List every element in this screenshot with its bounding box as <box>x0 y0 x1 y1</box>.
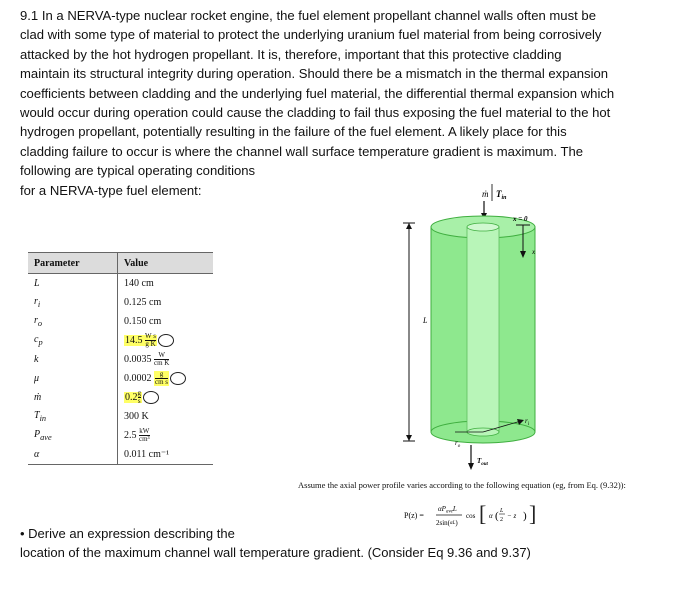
param-symbol: μ <box>34 373 40 384</box>
param-cell <box>28 426 118 445</box>
equation-left-bracket: [ <box>479 501 487 526</box>
unit-numerator: g <box>137 389 141 397</box>
problem-line: cladding failure to occur is where the channel wall surface temperature gradient is maximum. The <box>20 143 584 159</box>
param-cell <box>28 274 118 294</box>
value-number: 14.5 <box>125 334 143 346</box>
unit-numerator: g <box>155 371 168 379</box>
equation-right-paren: ) <box>523 510 527 522</box>
equation-denominator: 2sin(αL) <box>436 519 458 527</box>
table-row <box>28 388 213 407</box>
value-cell: 300 K <box>124 411 149 422</box>
unit-numerator: kW <box>139 427 150 435</box>
highlighted-value <box>124 389 142 405</box>
param-cell <box>28 407 118 426</box>
problem-statement <box>20 6 670 200</box>
value-cell <box>118 369 214 388</box>
length-arrowhead-top <box>406 223 412 229</box>
problem-line: maintain its structural integrity during operation. Should there be a mismatch in the thermal expansion <box>20 66 609 82</box>
tin-label: $T_{in}$ <box>496 189 507 201</box>
param-symbol: c <box>34 334 39 345</box>
table-row <box>28 407 213 426</box>
tout-label: $T_{out}$ <box>477 457 488 467</box>
value-number: 0.0035 <box>124 353 152 365</box>
unit-denominator: cm s <box>155 378 169 386</box>
task-line-1: • Derive an expression describing the <box>20 526 235 541</box>
equation-alpha: α <box>489 512 493 520</box>
param-symbol: L <box>34 278 40 289</box>
param-symbol: k <box>34 354 39 365</box>
param-symbol: T <box>34 410 40 421</box>
fuel-channel-diagram <box>395 183 555 477</box>
param-subscript: in <box>39 414 47 423</box>
annotation-bubble-icon <box>158 334 174 347</box>
problem-line: would occur during operation could cause the cladding to fail thus exposing the fuel material to the hot <box>20 105 611 121</box>
equation-right-bracket: ] <box>529 501 537 526</box>
table-row <box>28 426 213 445</box>
table-row <box>28 445 213 465</box>
param-symbol: P <box>34 429 41 440</box>
annotation-bubble-icon <box>170 372 186 385</box>
value-number: 2.5 <box>124 429 137 441</box>
value-cell: 0.125 cm <box>124 297 162 308</box>
table-row <box>28 293 213 312</box>
task-bullet <box>20 524 531 562</box>
highlighted-value <box>124 332 157 348</box>
value-cell: 0.011 cm⁻¹ <box>118 445 214 465</box>
equation-numerator: $\alpha P_{ave}L$ <box>438 505 457 515</box>
value-cell <box>118 426 214 445</box>
param-symbol: α <box>34 449 40 460</box>
unit-denominator: g K <box>145 340 156 348</box>
x-origin-label: x = 0 <box>513 215 528 223</box>
coolant-channel <box>467 227 499 432</box>
value-cell <box>118 350 214 369</box>
problem-line: coefficients between cladding and the underlying fuel material, the differential thermal expansion which <box>20 85 615 101</box>
table-row <box>28 350 213 369</box>
unit-denominator: cm K <box>154 359 170 367</box>
ri-label: $r_i$ <box>525 417 530 427</box>
param-cell <box>28 312 118 331</box>
ro-label: $r_o$ <box>455 439 461 449</box>
unit-denominator: s <box>137 397 141 405</box>
param-symbol: r <box>34 296 38 307</box>
problem-line: attacked by the hot hydrogen propellant. It is, therefore, important that this protective cladding <box>20 46 562 62</box>
length-label: L <box>423 316 428 325</box>
parameter-table <box>28 252 213 465</box>
param-cell <box>28 388 118 407</box>
assumption-text: Assume the axial power profile varies according to the following equation (eg, from Eq. (9.32)): <box>298 480 626 490</box>
problem-line: 9.1 In a NERVA-type nuclear rocket engine, the fuel element propellant channel walls often must be <box>20 8 596 23</box>
equation-minus-z: − z <box>507 512 517 520</box>
x-axis-label: x <box>532 248 536 256</box>
value-number: 0.2 <box>125 391 138 403</box>
table-header-row <box>28 253 213 274</box>
table-row <box>28 312 213 331</box>
mdot-label: ṁ <box>482 189 489 199</box>
equation-frac-den: 2 <box>500 517 503 523</box>
value-number: 0.0002 <box>124 372 152 384</box>
outlet-arrowhead <box>468 463 474 470</box>
param-subscript: ave <box>40 433 52 442</box>
param-symbol: r <box>34 315 38 326</box>
param-cell <box>28 293 118 312</box>
channel-top <box>467 223 499 231</box>
problem-line: clad with some type of material to protect the underlying uranium fuel material from being corrosively <box>20 27 602 43</box>
value-cell: 140 cm <box>124 278 154 289</box>
table-row <box>28 369 213 388</box>
equation-lhs: P(z) = <box>404 511 424 520</box>
param-cell <box>28 369 118 388</box>
param-subscript: p <box>38 338 43 347</box>
value-cell <box>118 331 214 350</box>
param-subscript: i <box>37 300 41 309</box>
param-cell <box>28 350 118 369</box>
unit-denominator: cm³ <box>139 435 150 443</box>
unit-numerator: W <box>154 352 169 360</box>
unit-numerator: W s <box>145 332 156 340</box>
equation-frac-num: L <box>500 508 504 514</box>
param-cell <box>28 331 118 350</box>
column-header-value: Value <box>118 253 214 274</box>
length-arrowhead-bottom <box>406 435 412 441</box>
param-cell <box>28 445 118 465</box>
equation-cos: cos <box>466 512 476 520</box>
table-row <box>28 331 213 350</box>
value-cell: 0.150 cm <box>124 316 162 327</box>
table-row <box>28 274 213 294</box>
problem-line: for a NERVA-type fuel element: <box>20 182 202 198</box>
problem-line: following are typical operating conditions <box>20 163 256 179</box>
equation-left-paren: ( <box>495 510 499 522</box>
annotation-bubble-icon <box>143 391 159 404</box>
problem-line: hydrogen propellant, potentially resulting in the failure of the fuel element. A likely place for this <box>20 124 567 140</box>
task-line-2: location of the maximum channel wall temperature gradient. (Consider Eq 9.36 and 9.37) <box>20 545 531 560</box>
param-symbol: ṁ <box>34 392 42 403</box>
value-cell <box>118 388 214 407</box>
column-header-parameter: Parameter <box>28 253 118 274</box>
param-subscript: o <box>37 319 43 328</box>
